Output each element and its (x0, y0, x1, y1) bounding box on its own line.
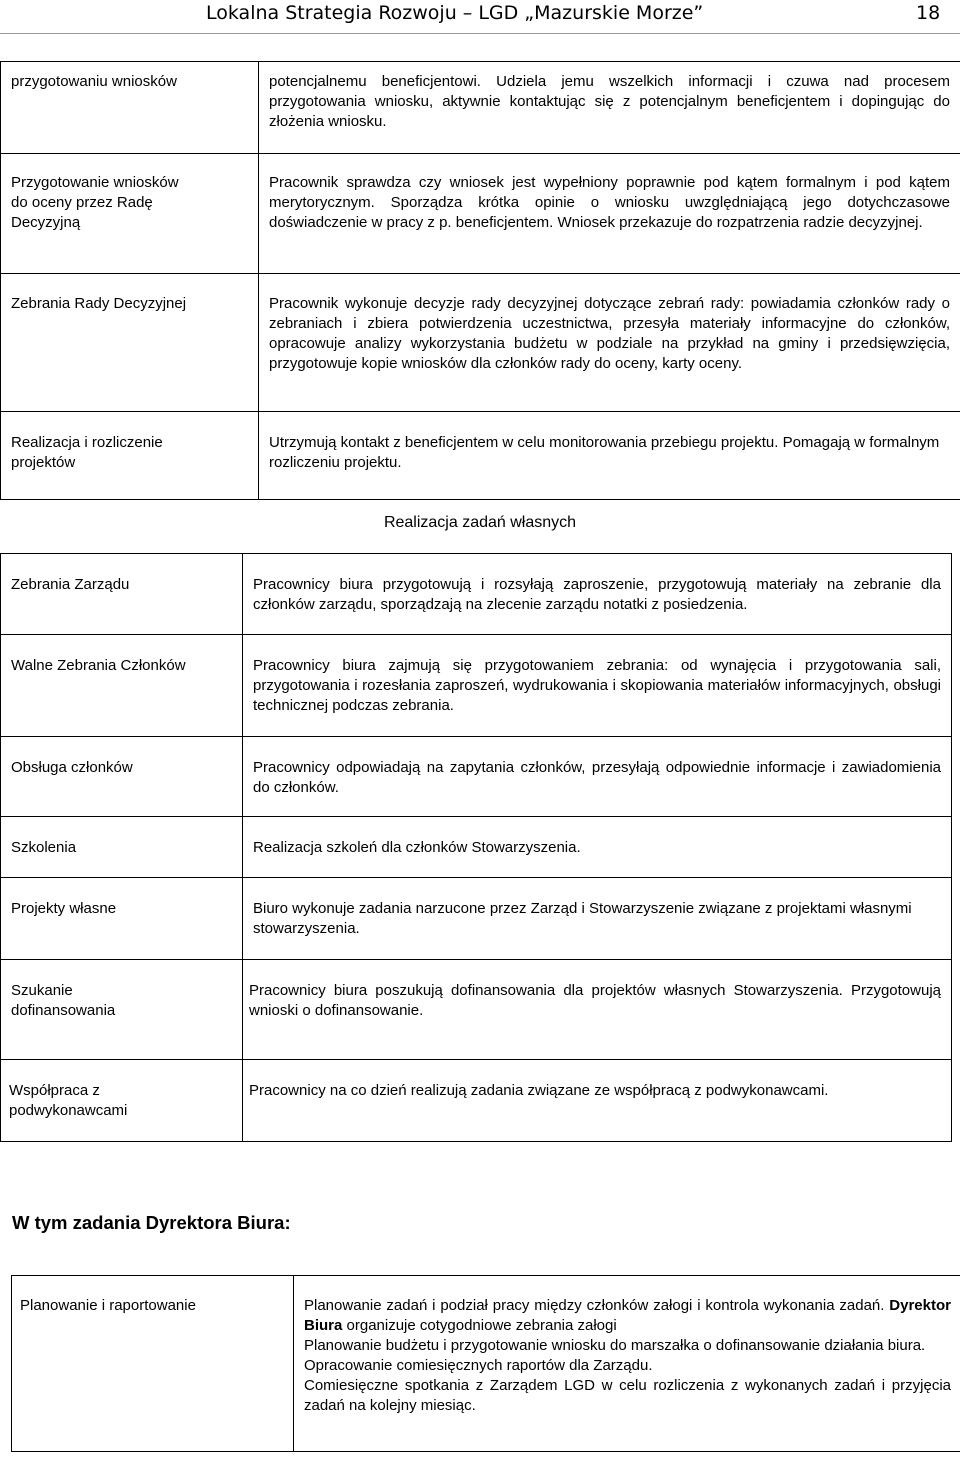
row-label: Realizacja i rozliczenie projektów (11, 434, 163, 471)
row-label: Obsługa członków (11, 759, 133, 776)
row-label: Zebrania Zarządu (11, 576, 130, 593)
task-line: organizuje cotygodniowe zebrania załogi (346, 1317, 617, 1334)
table-row (1, 154, 960, 274)
row-text (294, 1276, 960, 1416)
row-label: Planowanie i raportowanie (20, 1297, 196, 1314)
table-row (1, 737, 952, 817)
task-line: Comiesięczne spotkania z Zarządem LGD w celu rozliczenia z wykonanych zadań i przyjęcia zadań na kolejny miesiąc. (304, 1377, 951, 1414)
tasks-table-own (0, 553, 952, 1142)
table-row (1, 274, 960, 412)
row-text: Pracownicy odpowiadają na zapytania członków, przesyłają odpowiednie informacje i zawiadomienia do członków. (253, 759, 941, 796)
section-title: Realizacja zadań własnych (383, 514, 577, 531)
row-text: Pracownicy biura poszukują dofinansowania dla projektów własnych Stowarzyszenia. Przygotowują wnioski o dofinansowanie. (249, 982, 941, 1019)
row-label: Szukanie dofinansowania (11, 982, 116, 1019)
director-label: Dyrektor Biura (304, 1297, 951, 1334)
row-label: Przygotowanie wniosków do oceny przez Radę Decyzyjną (11, 174, 179, 231)
tasks-table-applications (0, 61, 960, 500)
table-row (1, 878, 952, 960)
task-line: Planowanie zadań i podział pracy między członków załogi i kontrola wykonania zadań. (304, 1297, 885, 1314)
row-label: Walne Zebrania Członków (11, 657, 186, 674)
page-number: 18 (916, 2, 941, 24)
table-row (1, 960, 952, 1060)
table-row (1, 635, 952, 737)
table-row (12, 1276, 960, 1452)
table-row (1, 554, 952, 635)
row-label: Współpraca z podwykonawcami (9, 1082, 128, 1119)
row-label: Projekty własne (11, 900, 117, 917)
row-text: Pracownik wykonuje decyzje rady decyzyjnej dotyczące zebrań rady: powiadamia członków rady o zebraniach i zbiera potwierdzenia uczestnictwa, przesyła materiały informacyjne do członków, opracowuje analizy wykorzystania budżetu w podziale na przykład na gminy i przedsięwzięcia, przygotowuje kopie wniosków dla członków rady do oceny, karty oceny. (269, 295, 950, 372)
task-line: Opracowanie comiesięcznych raportów dla Zarządu. (304, 1357, 653, 1374)
director-tasks-table (11, 1275, 960, 1452)
task-line: Planowanie budżetu i przygotowanie wniosku do marszałka o dofinansowanie działania biura. (304, 1337, 926, 1354)
row-text: Utrzymują kontakt z beneficjentem w celu monitorowania przebiegu projektu. Pomagają w formalnym rozliczeniu projektu. (269, 434, 940, 471)
director-tasks-heading: W tym zadania Dyrektora Biura: (12, 1212, 291, 1233)
row-label: Szkolenia (11, 839, 77, 856)
row-text: Pracownicy biura zajmują się przygotowaniem zebrania: od wynajęcia i przygotowania sali, przygotowania i rozesłania zaproszeń, wydrukowania i skopiowania materiałów informacyjnych, obsługi technicznej podczas zebrania. (253, 657, 941, 714)
row-text: Pracownik sprawdza czy wniosek jest wypełniony poprawnie pod kątem formalnym i pod kątem merytorycznym. Sporządza krótka opinie o wniosku uwzględniającą jego dotychczasowe doświadczenie w pracy z p. beneficjentem. Wniosek przekazuje do rozpatrzenia radzie decyzyjnej. (269, 174, 950, 231)
row-text: potencjalnemu beneficjentowi. Udziela jemu wszelkich informacji i czuwa nad procesem przygotowania wniosku, aktywnie kontaktując się z potencjalnym beneficjentem i dopingując do złożenia wniosku. (269, 73, 950, 130)
page-header (0, 0, 960, 36)
table-row (1, 62, 960, 154)
row-label: przygotowaniu wniosków (11, 73, 177, 90)
table-row (1, 1060, 952, 1142)
row-text: Pracownicy biura przygotowują i rozsyłają zaproszenie, przygotowują materiały na zebranie dla członków zarządu, sporządzają na zlecenie zarządu notatki z posiedzenia. (253, 576, 941, 613)
document-title: Lokalna Strategia Rozwoju – LGD „Mazurskie Morze” (206, 2, 704, 24)
table-row (1, 817, 952, 878)
header-divider (0, 33, 960, 34)
table-row (1, 412, 960, 500)
row-text: Pracownicy na co dzień realizują zadania związane ze współpracą z podwykonawcami. (249, 1082, 829, 1099)
row-text: Realizacja szkoleń dla członków Stowarzyszenia. (253, 839, 581, 856)
row-text: Biuro wykonuje zadania narzucone przez Zarząd i Stowarzyszenie związane z projektami własnymi stowarzyszenia. (253, 900, 912, 937)
row-label: Zebrania Rady Decyzyjnej (11, 295, 187, 312)
